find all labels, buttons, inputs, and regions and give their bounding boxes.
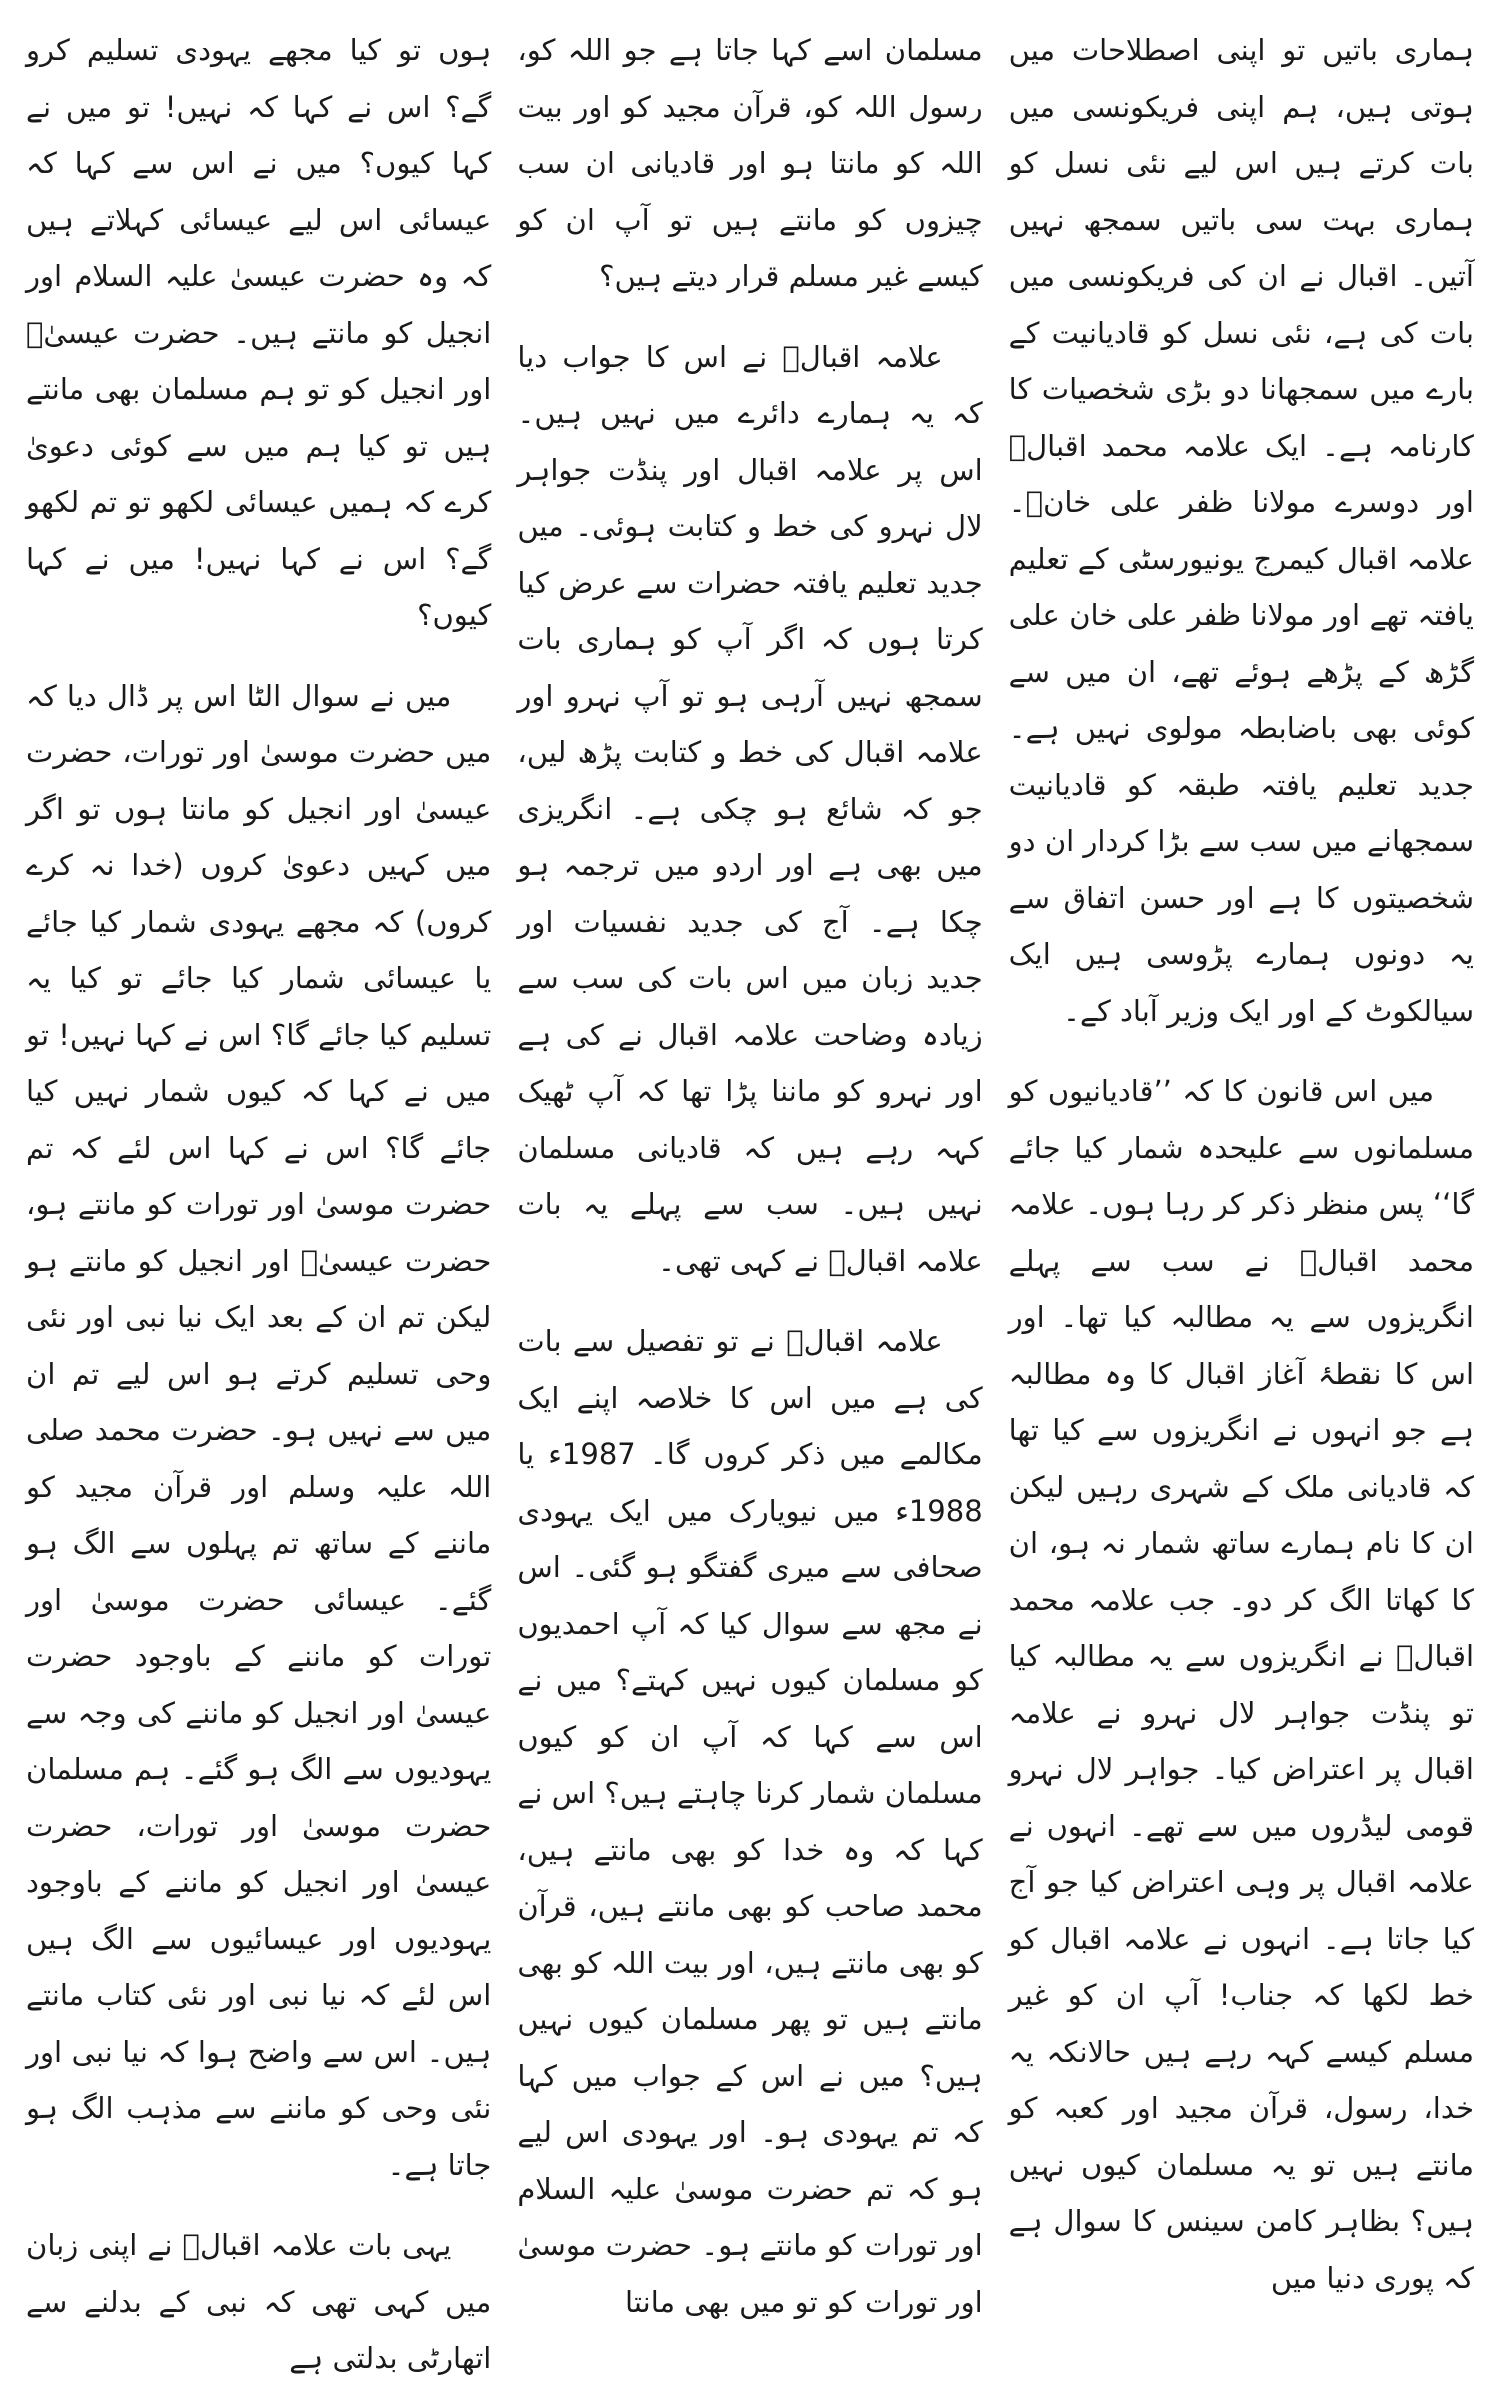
paragraph: علامہ اقبالؒ نے اس کا جواب دیا کہ یہ ہمارے دائرے میں نہیں ہیں۔ اس پر علامہ اقبال اور پنڈت جواہر لال نہرو کی خط و کتابت ہوئی۔ میں جدید تعلیم یافتہ حضرات سے عرض کیا کرتا ہوں کہ اگر آپ کو ہماری بات سمجھ نہیں آرہی ہو تو آپ نہرو اور علامہ اقبال کی خط و کتابت پڑھ لیں، جو کہ شائع ہو چکی ہے۔ انگریزی میں بھی ہے اور اردو میں ترجمہ ہو چکا ہے۔ آج کی جدید نفسیات اور جدید زبان میں اس بات کی سب سے زیادہ وضاحت علامہ اقبال نے کی ہے اور نہرو کو ماننا پڑا تھا کہ آپ ٹھیک کہہ رہے ہیں کہ قادیانی مسلمان نہیں ہیں۔ سب سے پہلے یہ بات علامہ اقبالؒ نے کہی تھی۔ xyxy=(517,339,983,1278)
paragraph: مسلمان اسے کہا جاتا ہے جو اللہ کو، رسول اللہ کو، قرآن مجید کو اور بیت اللہ کو مانتا ہو اور قادیانی ان سب چیزوں کو مانتے ہیں تو آپ ان کو کیسے غیر مسلم قرار دیتے ہیں؟ xyxy=(517,33,983,293)
paragraph: ہوں تو کیا مجھے یہودی تسلیم کرو گے؟ اس نے کہا کہ نہیں! تو میں نے کہا کیوں؟ میں نے اس سے کہا کہ عیسائی اس لیے عیسائی کہلاتے ہیں کہ وہ حضرت عیسیٰ علیہ السلام اور انجیل کو مانتے ہیں۔ حضرت عیسیٰؑ اور انجیل کو تو ہم مسلمان بھی مانتے ہیں تو کیا ہم میں سے کوئی دعویٰ کرے کہ ہمیں عیسائی لکھو تو تم لکھو گے؟ اس نے کہا نہیں! میں نے کہا کیوں؟ xyxy=(26,33,492,632)
paragraph: علامہ اقبالؒ نے تو تفصیل سے بات کی ہے میں اس کا خلاصہ اپنے ایک مکالمے میں ذکر کروں گا۔ 1987ء یا 1988ء میں نیویارک میں ایک یہودی صحافی سے میری گفتگو ہو گئی۔ اس نے مجھ سے سوال کیا کہ آپ احمدیوں کو مسلمان کیوں نہیں کہتے؟ میں نے اس سے کہا کہ آپ ان کو کیوں مسلمان شمار کرنا چاہتے ہیں؟ اس نے کہا کہ وہ خدا کو بھی مانتے ہیں، محمد صاحب کو بھی مانتے ہیں، قرآن کو بھی مانتے ہیں، اور بیت اللہ کو بھی مانتے ہیں تو پھر مسلمان کیوں نہیں ہیں؟ میں نے اس کے جواب میں کہا کہ تم یہودی ہو۔ اور یہودی اس لیے ہو کہ تم حضرت موسیٰ علیہ السلام اور تورات کو مانتے ہو۔ حضرت موسیٰ اور تورات کو تو میں بھی مانتا xyxy=(517,1324,983,2319)
text-column-left xyxy=(26,22,492,2375)
paragraph: ہماری باتیں تو اپنی اصطلاحات میں ہوتی ہیں، ہم اپنی فریکونسی میں بات کرتے ہیں اس لیے نئی نسل کو ہماری بہت سی باتیں سمجھ نہیں آتیں۔ اقبال نے ان کی فریکونسی میں بات کی ہے، نئی نسل کو قادیانیت کے بارے میں سمجھانا دو بڑی شخصیات کا کارنامہ ہے۔ ایک علامہ محمد اقبالؒ اور دوسرے مولانا ظفر علی خانؒ۔ علامہ اقبال کیمرج یونیورسٹی کے تعلیم یافتہ تھے اور مولانا ظفر علی خان علی گڑھ کے پڑھے ہوئے تھے، ان میں سے کوئی بھی باضابطہ مولوی نہیں ہے۔ جدید تعلیم یافتہ طبقہ کو قادیانیت سمجھانے میں سب سے بڑا کردار ان دو شخصیتوں کا ہے اور حسن اتفاق سے یہ دونوں ہمارے پڑوسی ہیں ایک سیالکوٹ کے اور ایک وزیر آباد کے۔ xyxy=(1008,33,1474,1028)
paragraph: میں اس قانون کا کہ ’’قادیانیوں کو مسلمانوں سے علیحدہ شمار کیا جائے گا‘‘ پس منظر ذکر کر رہا ہوں۔ علامہ محمد اقبالؒ نے سب سے پہلے انگریزوں سے یہ مطالبہ کیا تھا۔ اور اس کا نقطۂ آغاز اقبال کا وہ مطالبہ ہے جو انہوں نے انگریزوں سے کیا تھا کہ قادیانی ملک کے شہری رہیں لیکن ان کا نام ہمارے ساتھ شمار نہ ہو، ان کا کھاتا الگ کر دو۔ جب علامہ محمد اقبالؒ نے انگریزوں سے یہ مطالبہ کیا تو پنڈت جواہر لال نہرو نے علامہ اقبال پر اعتراض کیا۔ جواہر لال نہرو قومی لیڈروں میں سے تھے۔ انہوں نے علامہ اقبال پر وہی اعتراض کیا جو آج کیا جاتا ہے۔ انہوں نے علامہ اقبال کو خط لکھا کہ جناب! آپ ان کو غیر مسلم کیسے کہہ رہے ہیں حالانکہ یہ خدا، رسول، قرآن مجید اور کعبہ کو مانتے ہیں تو یہ مسلمان کیوں نہیں ہیں؟ بظاہر کامن سینس کا سوال ہے کہ پوری دنیا میں xyxy=(1008,1074,1474,2295)
paragraph: میں نے سوال الٹا اس پر ڈال دیا کہ میں حضرت موسیٰ اور تورات، حضرت عیسیٰ اور انجیل کو مانتا ہوں تو اگر میں کہیں دعویٰ کروں (خدا نہ کرے کروں) کہ مجھے یہودی شمار کیا جائے یا عیسائی شمار کیا جائے تو کیا یہ تسلیم کیا جائے گا؟ اس نے کہا نہیں! تو میں نے کہا کہ کیوں شمار نہیں کیا جائے گا؟ اس نے کہا اس لئے کہ تم حضرت موسیٰ اور تورات کو مانتے ہو، حضرت عیسیٰؑ اور انجیل کو مانتے ہو لیکن تم ان کے بعد ایک نیا نبی اور نئی وحی تسلیم کرتے ہو اس لیے تم ان میں سے نہیں ہو۔ حضرت محمد صلی اللہ علیہ وسلم اور قرآن مجید کو ماننے کے ساتھ تم پہلوں سے الگ ہو گئے۔ عیسائی حضرت موسیٰ اور تورات کو ماننے کے باوجود حضرت عیسیٰ اور انجیل کو ماننے کی وجہ سے یہودیوں سے الگ ہو گئے۔ ہم مسلمان حضرت موسیٰ اور تورات، حضرت عیسیٰ اور انجیل کو ماننے کے باوجود یہودیوں اور عیسائیوں سے الگ ہیں اس لئے کہ نیا نبی اور نئی کتاب مانتے ہیں۔ اس سے واضح ہوا کہ نیا نبی اور نئی وحی کو ماننے سے مذہب الگ ہو جاتا ہے۔ xyxy=(26,678,492,2182)
paragraph: یہی بات علامہ اقبالؒ نے اپنی زبان میں کہی تھی کہ نبی کے بدلنے سے اتھارٹی بدلتی ہے xyxy=(26,2228,492,2375)
text-column-right xyxy=(1008,22,1474,2295)
text-column-middle xyxy=(517,22,983,2319)
